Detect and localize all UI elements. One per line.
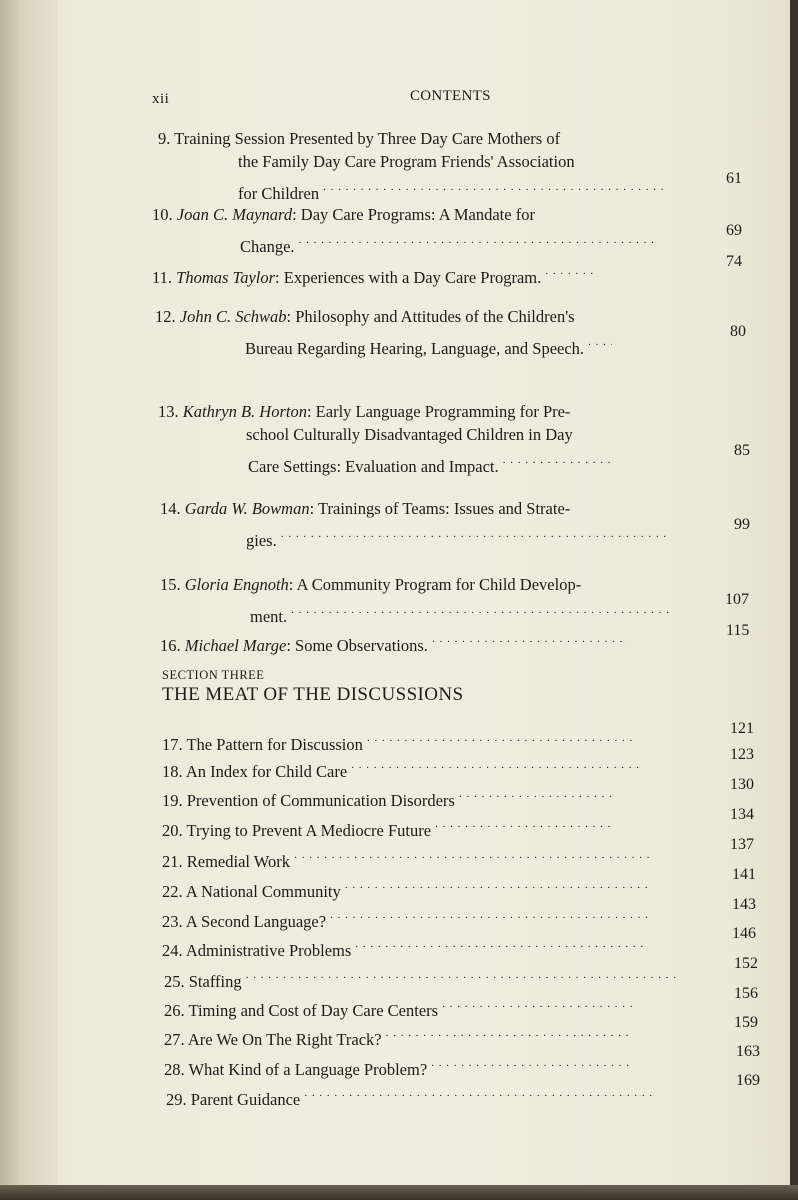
page-ref-16: 115 bbox=[726, 622, 750, 639]
toc-entry-11 bbox=[152, 257, 595, 289]
entry-number: 12. bbox=[155, 307, 176, 326]
entry-title: Are We On The Right Track? bbox=[187, 1030, 382, 1049]
toc-entry-26 bbox=[164, 990, 632, 1022]
toc-entry-20 bbox=[162, 810, 615, 842]
entry-text: : Day Care Programs: A Mandate for bbox=[292, 205, 535, 224]
leader-dots bbox=[545, 257, 595, 283]
toc-entry-18 bbox=[162, 751, 641, 783]
page-ref-13: 85 bbox=[734, 442, 750, 459]
page-ref-9: 61 bbox=[726, 170, 742, 187]
entry-text: : Some Observations. bbox=[286, 636, 428, 655]
toc-entry-16 bbox=[160, 625, 628, 657]
page-ref-26: 156 bbox=[734, 985, 758, 1002]
entry-author: Joan C. Maynard bbox=[176, 205, 293, 224]
entry-text: for Children bbox=[238, 184, 320, 203]
toc-entry-12 bbox=[155, 305, 612, 360]
toc-entry-25 bbox=[164, 961, 676, 993]
entry-author: Thomas Taylor bbox=[176, 268, 276, 287]
entry-number: 9. bbox=[158, 129, 171, 148]
entry-title: What Kind of a Language Problem? bbox=[188, 1060, 428, 1079]
entry-author: Michael Marge bbox=[184, 636, 287, 655]
toc-entry-19 bbox=[162, 780, 613, 812]
leader-dots bbox=[355, 930, 645, 956]
toc-entry-28 bbox=[164, 1049, 629, 1081]
page-ref-12: 80 bbox=[730, 323, 746, 340]
entry-text: Change. bbox=[240, 237, 295, 256]
toc-entry-14 bbox=[160, 497, 671, 552]
leader-dots bbox=[588, 328, 612, 354]
leader-dots bbox=[386, 1019, 630, 1045]
section-title: THE MEAT OF THE DISCUSSIONS bbox=[162, 684, 464, 705]
leader-dots bbox=[330, 901, 648, 927]
page-bottom-edge bbox=[0, 1185, 798, 1200]
entry-title: Administrative Problems bbox=[185, 941, 352, 960]
entry-title: A Second Language? bbox=[185, 912, 327, 931]
page-ref-14: 99 bbox=[734, 516, 750, 533]
page-ref-18: 123 bbox=[730, 746, 754, 763]
entry-text: ment. bbox=[250, 607, 288, 626]
entry-text: : Early Language Programming for Pre- bbox=[306, 402, 571, 421]
entry-number: 27. bbox=[164, 1030, 185, 1049]
entry-number: 23. bbox=[162, 912, 183, 931]
entry-number: 22. bbox=[162, 882, 183, 901]
entry-text: the Family Day Care Program Friends' Association bbox=[238, 152, 575, 171]
toc-entry-23 bbox=[162, 901, 648, 933]
entry-title: An Index for Child Care bbox=[185, 762, 348, 781]
page-ref-20: 134 bbox=[730, 806, 754, 823]
toc-entry-10 bbox=[152, 203, 659, 258]
entry-number: 13. bbox=[158, 402, 179, 421]
entry-author: Garda W. Bowman bbox=[184, 499, 310, 518]
page-gutter bbox=[0, 0, 58, 1200]
entry-number: 28. bbox=[164, 1060, 185, 1079]
toc-entry-29 bbox=[166, 1079, 656, 1111]
entry-text: : A Community Program for Child Develop- bbox=[288, 575, 582, 594]
entry-text: : Philosophy and Attitudes of the Children's bbox=[286, 307, 575, 326]
page-edge bbox=[790, 0, 798, 1200]
page-ref-17: 121 bbox=[730, 720, 754, 737]
entry-text: school Culturally Disadvantaged Children in Day bbox=[246, 425, 573, 444]
toc-entry-24 bbox=[162, 930, 645, 962]
leader-dots bbox=[281, 520, 671, 546]
entry-number: 11. bbox=[152, 268, 173, 287]
toc-entry-9 bbox=[158, 127, 663, 205]
leader-dots bbox=[432, 625, 628, 651]
leader-dots bbox=[367, 724, 637, 750]
toc-entry-13 bbox=[158, 400, 615, 478]
leader-dots bbox=[323, 173, 663, 199]
page-ref-22: 141 bbox=[732, 866, 756, 883]
page-ref-27: 159 bbox=[734, 1014, 758, 1031]
leader-dots bbox=[345, 871, 649, 897]
toc-entry-15 bbox=[160, 573, 671, 628]
entry-author: Kathryn B. Horton bbox=[182, 402, 307, 421]
page-ref-29: 169 bbox=[736, 1072, 760, 1089]
page-ref-24: 146 bbox=[732, 925, 756, 942]
entry-number: 20. bbox=[162, 821, 183, 840]
entry-number: 18. bbox=[162, 762, 183, 781]
section-label: SECTION THREE bbox=[162, 668, 265, 682]
entry-author: Gloria Engnoth bbox=[184, 575, 289, 594]
entry-title: Timing and Cost of Day Care Centers bbox=[188, 1001, 439, 1020]
entry-title: Parent Guidance bbox=[190, 1090, 301, 1109]
page-ref-21: 137 bbox=[730, 836, 754, 853]
toc-entry-22 bbox=[162, 871, 649, 903]
entry-text: : Trainings of Teams: Issues and Strate- bbox=[309, 499, 571, 518]
header-title: CONTENTS bbox=[410, 88, 491, 104]
entry-title: Remedial Work bbox=[186, 852, 291, 871]
entry-text: Bureau Regarding Hearing, Language, and Speech. bbox=[245, 339, 585, 358]
entry-number: 26. bbox=[164, 1001, 185, 1020]
entry-number: 29. bbox=[166, 1090, 187, 1109]
entry-number: 15. bbox=[160, 575, 181, 594]
leader-dots bbox=[294, 841, 654, 867]
header-page-number: xii bbox=[152, 91, 170, 107]
leader-dots bbox=[431, 1049, 629, 1075]
page-ref-25: 152 bbox=[734, 955, 758, 972]
leader-dots bbox=[459, 780, 613, 806]
entry-number: 25. bbox=[164, 972, 185, 991]
entry-title: The Pattern for Discussion bbox=[186, 735, 363, 754]
entry-number: 14. bbox=[160, 499, 181, 518]
page-ref-19: 130 bbox=[730, 776, 754, 793]
page-ref-10: 69 bbox=[726, 222, 742, 239]
entry-number: 16. bbox=[160, 636, 181, 655]
leader-dots bbox=[435, 810, 615, 836]
entry-number: 17. bbox=[162, 735, 183, 754]
entry-author: John C. Schwab bbox=[179, 307, 287, 326]
page-ref-23: 143 bbox=[732, 896, 756, 913]
page-ref-11: 74 bbox=[726, 253, 742, 270]
entry-text: Training Session Presented by Three Day Care Mothers of bbox=[174, 129, 561, 148]
leader-dots bbox=[246, 961, 676, 987]
leader-dots bbox=[299, 226, 659, 252]
toc-entry-27 bbox=[164, 1019, 630, 1051]
leader-dots bbox=[442, 990, 632, 1016]
entry-number: 24. bbox=[162, 941, 183, 960]
leader-dots bbox=[503, 446, 615, 472]
entry-number: 10. bbox=[152, 205, 173, 224]
page-ref-28: 163 bbox=[736, 1043, 760, 1060]
entry-number: 19. bbox=[162, 791, 183, 810]
leader-dots bbox=[291, 596, 671, 622]
leader-dots bbox=[351, 751, 641, 777]
toc-entry-21 bbox=[162, 841, 654, 873]
leader-dots bbox=[304, 1079, 656, 1105]
page-ref-15: 107 bbox=[725, 591, 749, 608]
entry-title: Staffing bbox=[188, 972, 242, 991]
entry-title: Prevention of Communication Disorders bbox=[186, 791, 455, 810]
entry-text: Care Settings: Evaluation and Impact. bbox=[248, 457, 499, 476]
entry-title: A National Community bbox=[185, 882, 341, 901]
entry-number: 21. bbox=[162, 852, 183, 871]
entry-title: Trying to Prevent A Mediocre Future bbox=[186, 821, 432, 840]
entry-text: gies. bbox=[246, 531, 277, 550]
entry-text: : Experiences with a Day Care Program. bbox=[275, 268, 542, 287]
